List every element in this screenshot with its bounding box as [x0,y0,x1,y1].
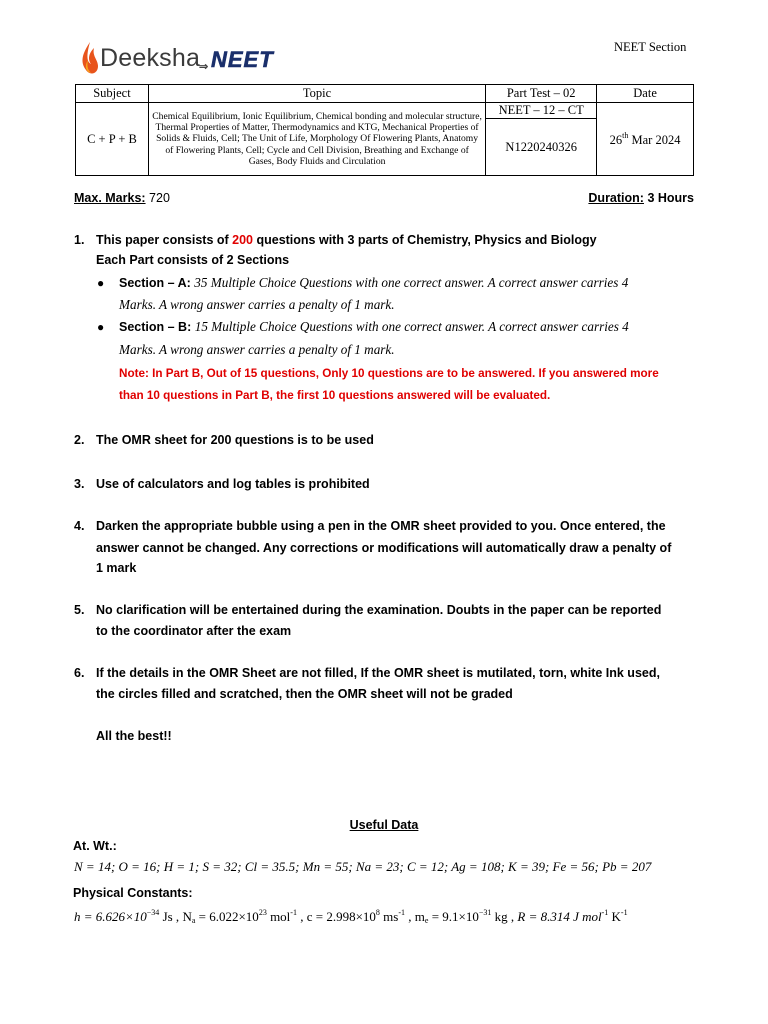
duration-value: 3 Hours [647,191,694,205]
instruction-number: 3. [74,477,85,491]
instruction-2: The OMR sheet for 200 questions is to be used [96,433,374,447]
electron-mass-sub: e [424,916,429,925]
section-b-line2: Marks. A wrong answer carries a penalty of 1 mark. [119,342,395,357]
instruction-1-post: questions with 3 parts of Chemistry, Physics and Biology [253,233,597,247]
atomic-weights-values: N = 14; O = 16; H = 1; S = 32; Cl = 35.5; Mn = 55; Na = 23; C = 12; Ag = 108; K = 39; Fe = 56; Pb = 207 [74,859,652,874]
gas-constant-unit: K [608,909,621,924]
instruction-6-line1: If the details in the OMR Sheet are not filled, If the OMR sheet is mutilated, torn, white Ink used, [96,666,660,680]
light-speed-unit-exponent: -1 [398,908,405,917]
instruction-4-line2: answer cannot be changed. Any corrections or modifications will automatically draw a penalty of [96,541,672,555]
closing-message: All the best!! [96,729,172,743]
table-row [76,103,694,119]
date-rest: Mar 2024 [628,132,681,147]
instruction-1 [96,230,597,251]
max-marks-label: Max. Marks: [74,191,146,205]
electron-mass-exponent: −31 [478,908,492,917]
gas-constant-unit-exponent: -1 [620,908,628,917]
electron-mass-unit: kg , [491,909,518,924]
section-a [119,272,695,294]
electron-mass-symbol: , m [405,909,425,924]
note-line2: than 10 questions in Part B, the first 10 questions answered will be evaluated. [119,389,551,402]
date-cell [597,103,694,176]
section-a-line2: Marks. A wrong answer carries a penalty of 1 mark. [119,297,395,312]
instruction-5-line2: to the coordinator after the exam [96,624,292,638]
max-marks-value: 720 [149,191,170,205]
subject-cell: C + P + B [76,103,149,176]
section-b-line1: 15 Multiple Choice Questions with one correct answer. A correct answer carries 4 [194,319,629,334]
instruction-number: 1. [74,233,85,247]
date-suffix: th [622,130,629,140]
duration [588,191,694,205]
duration-label: Duration: [588,191,644,205]
avogadro-unit: mol [266,909,291,924]
logo-brand: Deeksha [100,44,201,72]
instruction-5-line1: No clarification will be entertained during the examination. Doubts in the paper can be reported [96,603,662,617]
logo-neet: NEET [211,47,274,72]
section-a-label: Section – A: [119,276,195,290]
section-b [119,316,695,338]
instruction-6-line2: the circles filled and scratched, then the OMR sheet will not be graded [96,687,513,701]
instruction-number: 6. [74,666,85,680]
note-line1: Note: In Part B, Out of 15 questions, Only 10 questions are to be answered. If you answered more [119,367,659,380]
physical-constants-label: Physical Constants: [73,886,193,900]
topic-cell: Chemical Equilibrium, Ionic Equilibrium, Chemical bonding and molecular structure, Thermal Properties of Matter, Thermodynamics and KTG, Mechanical Properties of Solids & Fluids, Cell; The Unit of Life, Morphology Of Flowering Plants, Anatomy of Flowering Plants, Cell; Cycle and Cell Division, Breathing and Exchange of Gases, Body Fluids and Circulation [148,103,485,176]
electron-mass-value: = 9.1×10 [428,909,479,924]
test-id-cell: N1220240326 [486,119,597,176]
header-part-test: Part Test – 02 [486,85,597,103]
physical-constants-values [74,908,628,925]
bullet-icon: ● [97,320,105,334]
instruction-4-line3: 1 mark [96,561,137,575]
planck-exponent: −34 [146,908,160,917]
instruction-number: 5. [74,603,85,617]
bullet-icon: ● [97,276,105,290]
test-code-cell: NEET – 12 – CT [486,103,597,119]
planck-unit: Js , [159,909,183,924]
gas-constant: R = 8.314 J mol [517,909,602,924]
table-header-row [76,85,694,103]
test-info-table [75,84,694,176]
gas-constant-exponent: -1 [601,908,609,917]
instruction-4-line1: Darken the appropriate bubble using a pen in the OMR sheet provided to you. Once entered, the [96,519,666,533]
atomic-weights-label: At. Wt.: [73,839,117,853]
instruction-number: 4. [74,519,85,533]
avogadro-unit-exponent: -1 [290,908,297,917]
header-subject: Subject [76,85,149,103]
question-count: 200 [232,233,253,247]
light-speed: , c = 2.998×10 [296,909,376,924]
logo-separator: ⇒ [199,61,209,73]
header-date: Date [597,85,694,103]
section-label: NEET Section [614,40,687,54]
instruction-1-line2: Each Part consists of 2 Sections [96,253,290,267]
header-topic: Topic [148,85,485,103]
section-b-label: Section – B: [119,320,195,334]
avogadro-value: = 6.022×10 [195,909,259,924]
instruction-3: Use of calculators and log tables is prohibited [96,477,370,491]
avogadro-exponent: 23 [258,908,267,917]
instruction-1-pre: This paper consists of [96,233,233,247]
date-day: 26 [609,132,623,147]
light-speed-unit: ms [379,909,399,924]
useful-data-title: Useful Data [349,818,419,832]
instruction-number: 2. [74,433,85,447]
section-a-line1: 35 Multiple Choice Questions with one correct answer. A correct answer carries 4 [194,275,629,290]
light-speed-exponent: 8 [375,908,380,917]
avogadro-sub: a [191,916,196,925]
avogadro-symbol: N [182,909,192,924]
marks-duration-row [74,191,694,205]
planck-constant: h = 6.626×10 [74,909,147,924]
